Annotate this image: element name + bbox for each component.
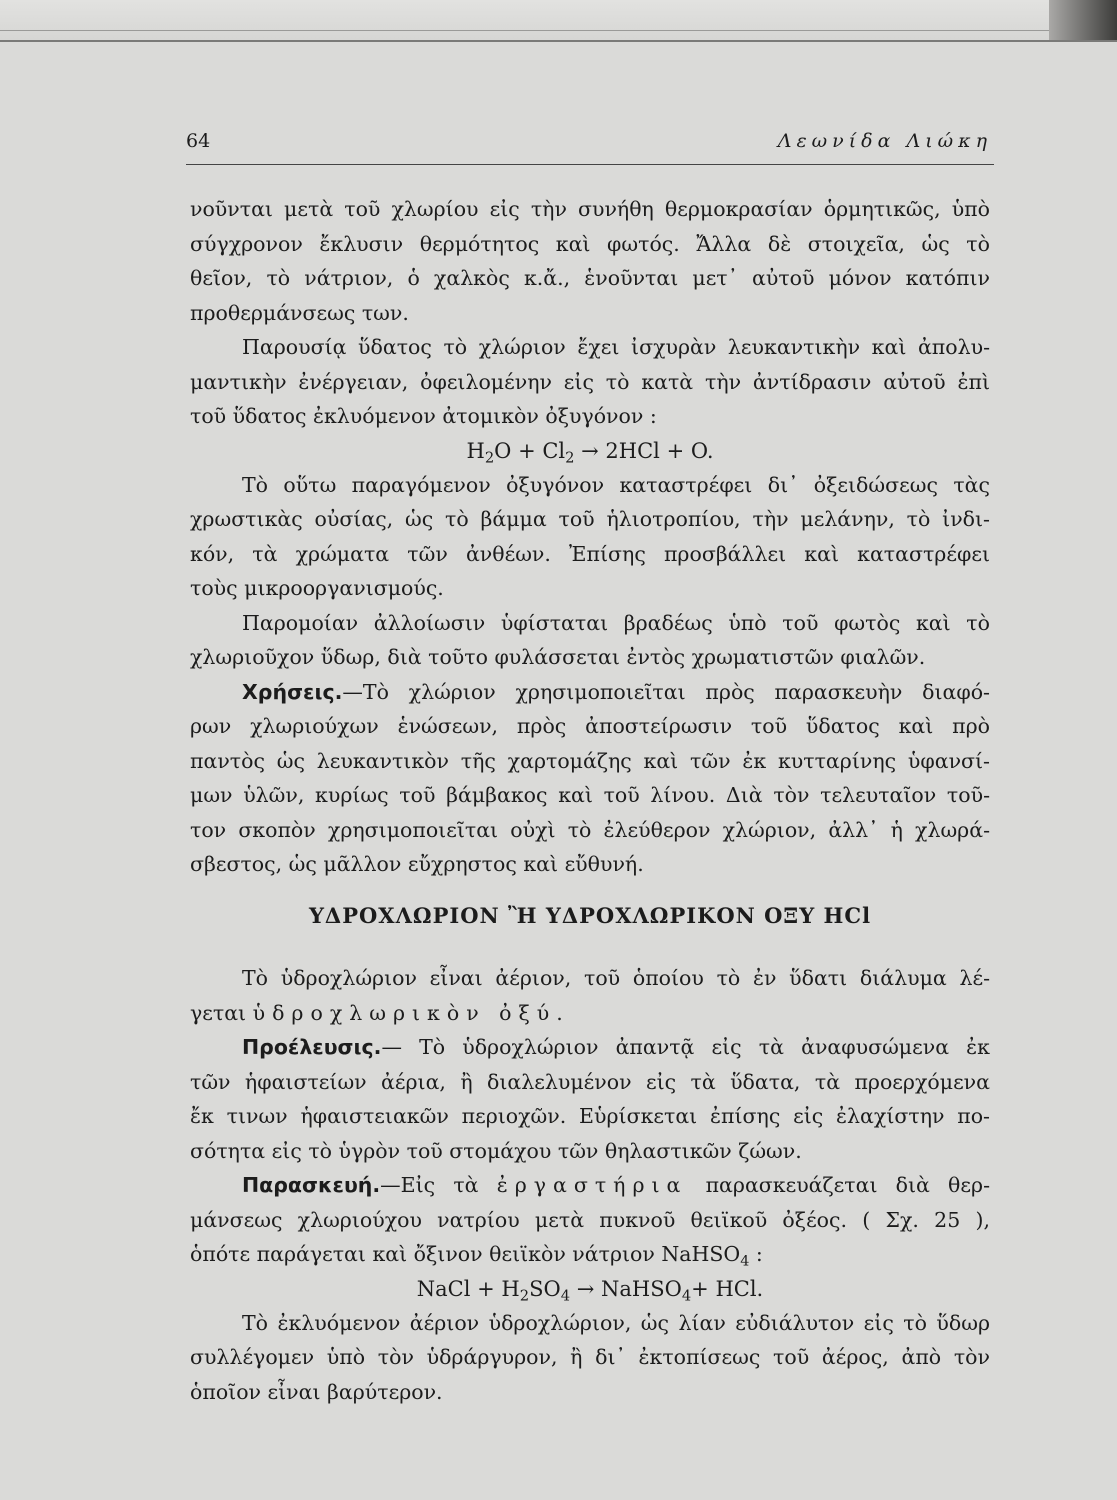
text-line: Χρήσεις.—Τὸ χλώριον χρησιμοποιεῖται πρὸς παρασκευὴν διαφό-	[242, 679, 990, 704]
text-line: Τὸ ἐκλυόμενον ἀέριον ὑδροχλώριον, ὡς λίαν εὐδιάλυτον εἰς τὸ ὕδωρ	[242, 1310, 990, 1335]
running-head	[186, 130, 994, 165]
text-line: θεῖον, τὸ νάτριον, ὁ χαλκὸς κ.ἄ., ἑνοῦνται μετ᾽ αὐτοῦ μόνον κατόπιν	[190, 266, 990, 290]
uses-label: Χρήσεις.	[242, 679, 343, 704]
text-line: νοῦνται μετὰ τοῦ χλωρίου εἰς τὴν συνήθη θερμοκρασίαν ὁρμητικῶς, ὑπὸ	[190, 197, 990, 221]
text-line: Τὸ οὕτω παραγόμενον ὀξυγόνον καταστρέφει δι᾽ ὀξειδώσεως τὰς	[242, 472, 990, 497]
text-line: κόν, τὰ χρώματα τῶν ἀνθέων. Ἐπίσης προσβάλλει καὶ καταστρέφει	[190, 541, 990, 566]
chemical-equation-hcl-preparation: NaCl + $H_2SO_4$ → NaHSO$_4$+ HCl.	[416, 1276, 764, 1304]
preparation-label: Παρασκευή.	[242, 1173, 381, 1197]
scanner-top-band	[0, 0, 1117, 42]
text-line: ὁποῖον εἶναι βαρύτερον.	[190, 1379, 443, 1404]
text-line: ἔκ τινων ἡφαιστειακῶν περιοχῶν. Εὑρίσκεται ἐπίσης εἰς ἐλαχίστην πο-	[190, 1104, 990, 1128]
text-line: μάνσεως χλωριούχου νατρίου μετὰ πυκνοῦ θειϊκοῦ ὀξέος. ( Σχ. 25 ),	[190, 1207, 990, 1232]
text-line: Παρουσίᾳ ὕδατος τὸ χλώριον ἔχει ἰσχυρὰν λευκαντικὴν καὶ ἀπολυ-	[242, 335, 990, 359]
section-heading: ΥΔΡΟΧΛΩΡΙΟΝ Ἢ ΥΔΡΟΧΛΩΡΙΚΟΝ ΟΞΥ HCl	[308, 903, 872, 928]
text-line: προθερμάνσεως των.	[190, 300, 409, 325]
chemical-equation-chlorine-water: $H_2O + Cl_2 \to 2HCl + O$.	[466, 438, 714, 466]
emphasized-term: ἐργαστήρια	[496, 1173, 688, 1197]
text-line: ρων χλωριούχων ἑνώσεων, πρὸς ἀποστείρωσιν τοῦ ὕδατος καὶ πρὸ	[190, 714, 990, 738]
text-line: τῶν ἡφαιστείων ἀέρια, ἢ διαλελυμένον εἰς τὰ ὕδατα, τὰ προερχόμενα	[190, 1069, 990, 1094]
text-line: μων ὑλῶν, κυρίως τοῦ βάμβακος καὶ τοῦ λίνου. Διὰ τὸν τελευταῖον τοῦ-	[190, 783, 990, 807]
text-line: τον σκοπὸν χρησιμοποιεῖται οὐχὶ τὸ ἐλεύθερον χλώριον, ἀλλ᾽ ἡ χλωρά-	[190, 817, 990, 842]
text-line: σότητα εἰς τὸ ὑγρὸν τοῦ στομάχου τῶν θηλαστικῶν ζώων.	[190, 1138, 802, 1163]
text-line: Παρασκευή.—Εἰς τὰ ἐργαστήρια παρασκευάζεται διὰ θερ-	[242, 1173, 990, 1197]
text-line: μαντικὴν ἐνέργειαν, ὀφειλομένην εἰς τὸ κατὰ τὴν ἀντίδρασιν αὐτοῦ ἐπὶ	[190, 369, 990, 394]
text-line: Παρομοίαν ἀλλοίωσιν ὑφίσταται βραδέως ὑπὸ τοῦ φωτὸς καὶ τὸ	[242, 610, 990, 635]
text-line: Τὸ ὑδροχλώριον εἶναι ἀέριον, τοῦ ὁποίου τὸ ἐν ὕδατι διάλυμα λέ-	[242, 966, 990, 990]
text-line: ὁπότε παράγεται καὶ ὄξινον θειϊκὸν νάτριον NaHSO$_4$ :	[190, 1242, 763, 1270]
text-line: χλωριοῦχον ὕδωρ, διὰ τοῦτο φυλάσσεται ἐντὸς χρωματιστῶν φιαλῶν.	[190, 645, 926, 669]
text-line: σύγχρονον ἔκλυσιν θερμότητος καὶ φωτός. Ἄλλα δὲ στοιχεῖα, ὡς τὸ	[190, 231, 990, 256]
scan-corner-shadow	[1049, 0, 1117, 40]
text-line: τοῦ ὕδατος ἐκλυόμενον ἀτομικὸν ὀξυγόνον :	[190, 404, 657, 428]
scanner-edge-line	[0, 30, 1117, 31]
chlorine-section	[190, 192, 990, 882]
text-line: χρωστικὰς οὐσίας, ὡς τὸ βάμμα τοῦ ἡλιοτροπίου, τὴν μελάνην, τὸ ἰνδι-	[190, 507, 990, 531]
origin-label: Προέλευσις.	[242, 1035, 382, 1059]
text-line: Προέλευσις.— Τὸ ὑδροχλώριον ἀπαντᾷ εἰς τὰ ἀναφυσώμενα ἐκ	[242, 1035, 990, 1059]
text-line: γεται ὑδροχλωρικὸν ὀξύ.	[190, 1000, 570, 1025]
page-number: 64	[186, 130, 211, 152]
running-title: Λεωνίδα Λιώκη	[777, 130, 992, 152]
text-line: συλλέγομεν ὑπὸ τὸν ὑδράργυρον, ἢ δι᾽ ἐκτοπίσεως τοῦ ἀέρος, ἀπὸ τὸν	[190, 1345, 990, 1369]
hydrogen-chloride-section	[190, 961, 990, 1409]
emphasized-term: ὑδροχλωρικὸν ὀξύ.	[252, 1000, 570, 1025]
text-line: τοὺς μικροοργανισμούς.	[190, 576, 444, 600]
text-line: σβεστος, ὡς μᾶλλον εὔχρηστος καὶ εὔθυνή.	[190, 852, 644, 876]
text-line: παντὸς ὡς λευκαντικὸν τῆς χαρτομάζης καὶ τῶν ἐκ κυτταρίνης ὑφανσί-	[190, 748, 990, 773]
